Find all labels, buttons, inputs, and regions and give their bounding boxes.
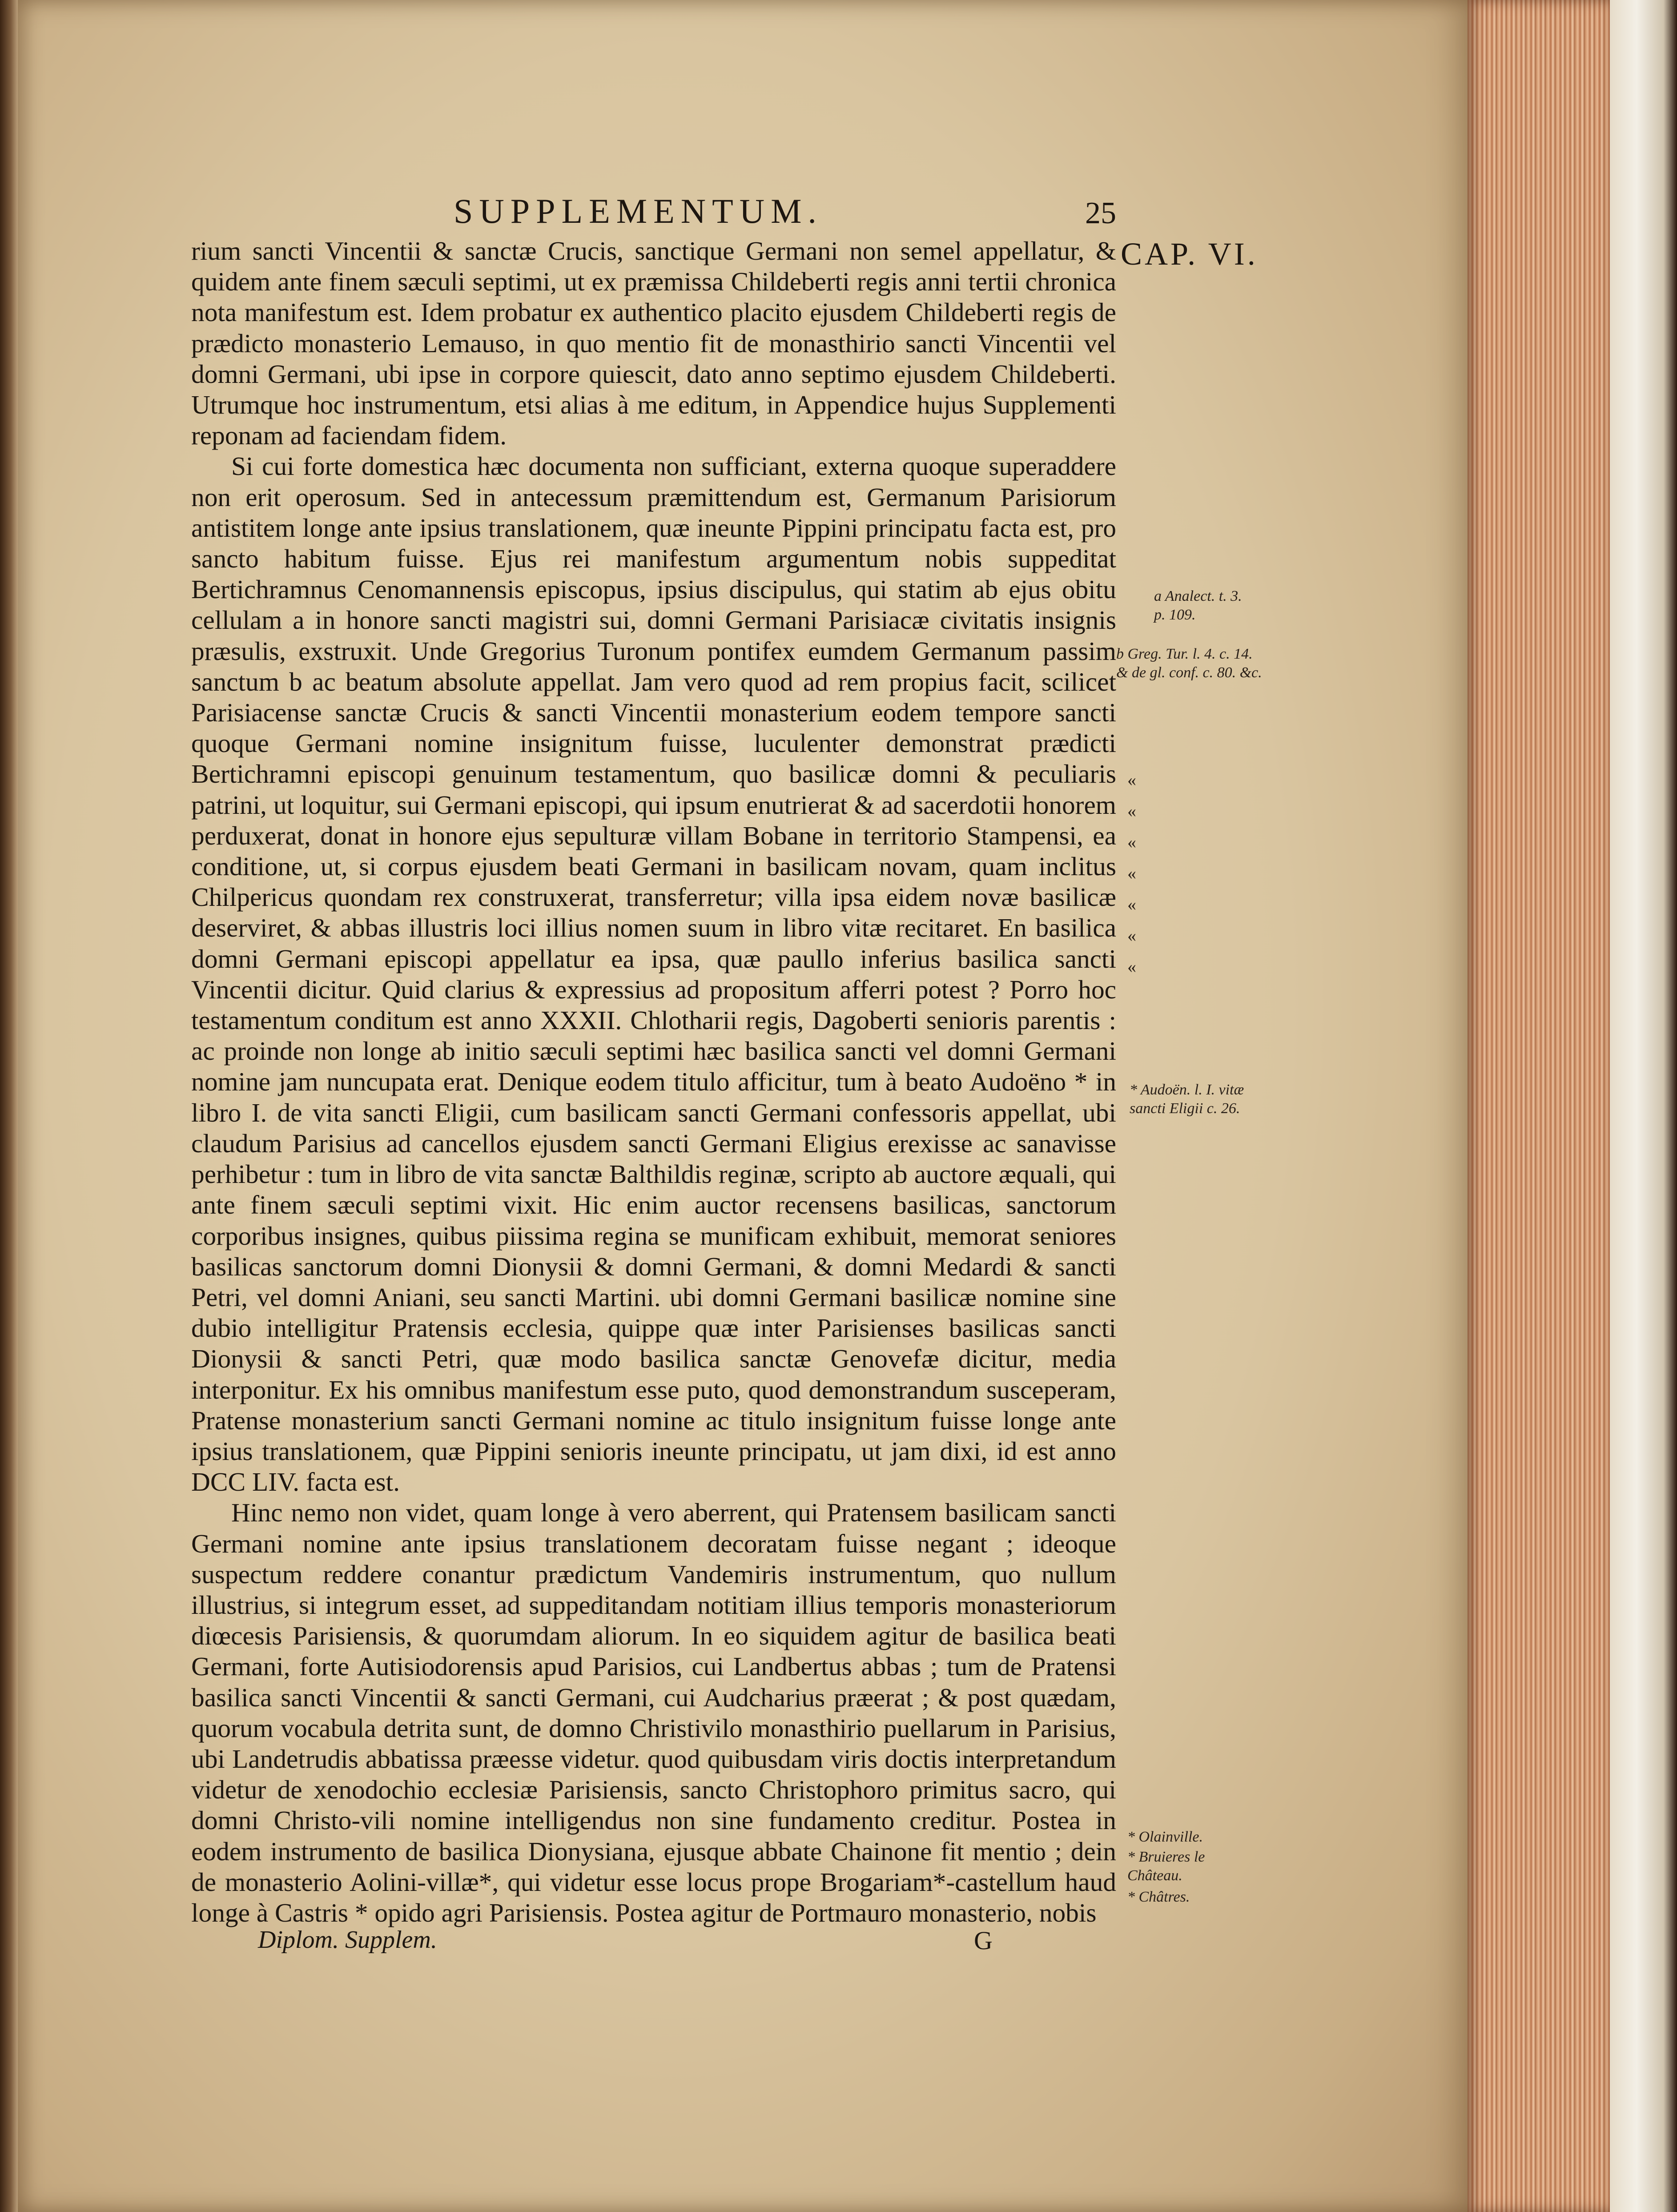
margin-note-bruieres: * Bruieres le Château.: [1127, 1849, 1205, 1884]
quote-mark: «: [1127, 925, 1136, 945]
gathering-mark: G: [974, 1926, 993, 1955]
signature-line: Diplom. Supplem.: [258, 1926, 437, 1954]
left-page-edge: [0, 0, 18, 2212]
margin-note-a: a Analect. t. 3. p. 109.: [1154, 588, 1242, 623]
page-number: 25: [1085, 196, 1116, 230]
margin-note-audoen: * Audoën. l. I. vitæ sancti Eligii c. 26.: [1130, 1082, 1244, 1117]
book-back-cover-edge: [1610, 0, 1677, 2212]
paragraph-3: Hinc nemo non videt, quam longe à vero aberrent, qui Pratensem basilicam sancti Germani nomine ante ipsius translationem decoratam fuisse negant ; ideoque suspectum reddere conantur prædictum Vandemiris instrumentum, quo nullum illustrius, si integrum esset, ad suppeditandam notitiam illius temporis monasteriorum diœcesis Parisiensis, & quorumdam aliorum. In eo siquidem agitur de basilica beati Germani, forte Autisiodorensis apud Parisios, cui Landbertus abbas ; tum de Pratensi basilica sancti Vincentii & sancti Germani, cui Audcharius præerat ; & post quædam, quorum vocabula detrita sunt, de domno Christivilo monasthirio puellarum in Parisius, ubi Landetrudis abbatissa præesse videtur. quod quibusdam viris doctis interpretandum videtur de xenodochio ecclesiæ Parisiensis, sancto Christophoro primitus sacro, qui domni Christo-vili nomine intelligendus non sine fundamento creditur. Postea in eodem instrumento de basilica Dionysiana, ejusque abbate Chainone fit mentio ; dein de monasterio Aolini-villæ*, qui videtur esse locus prope Brogariam*-castellum haud longe à Castris * opido agri Parisiensis. Postea agitur de Portmauro monasterio, nobis: [191, 1498, 1116, 1927]
running-head: SUPPLEMENTUM.: [454, 192, 823, 230]
fore-edge-page-stack: [1468, 0, 1610, 2212]
quote-mark: «: [1127, 894, 1136, 914]
paragraph-2: Si cui forte domestica hæc documenta non sufficiant, externa quoque superaddere non erit operosum. Sed in antecessum præmittendum est, Germanum Parisiorum antistitem longe ante ipsius translationem, quæ ineunte Pippini principatu facta est, pro sancto habitum fuisse. Ejus rei manifestum argumentum nobis suppeditat Bertichramnus Cenomannensis episcopus, ipsius discipulus, qui statim ab ejus obitu cellulam a in honore sancti magistri sui, domni Germani Parisiacæ civitatis insignis præsulis, exstruxit. Unde Gregorius Turonum pontifex eumdem Germanum passim sanctum b ac beatum absolute appellat. Jam vero quod ad rem propius facit, scilicet Parisiacense sanctæ Crucis & sancti Vincentii monasterium eodem tempore sancti quoque Germani nomine insignitum fuisse, luculenter demonstrat prædicti Bertichramni episcopi genuinum testamentum, quo basilicæ domni & peculiaris patrini, ut loquitur, sui Germani episcopi, qui ipsum enutrierat & ad sacerdotii honorem perduxerat, donat in honore ejus sepulturæ villam Bobane in territorio Stampensi, ea conditione, ut, si corpus ejusdem beati Germani in basilicam novam, quam inclitus Chilpericus quondam rex construxerat, transferretur; villa ipsa eidem novæ basilicæ deserviret, & abbas illustris loci illius nomen suum in libro vitæ recitaret. En basilica domni Germani episcopi appellatur ea ipsa, quæ paullo inferius basilica sancti Vincentii dicitur. Quid clarius & expressius ad propositum afferri potest ? Porro hoc testamentum conditum est anno XXXII. Chlotharii regis, Dagoberti senioris parentis : ac proinde non longe ab initio sæculi septimi hæc basilica sancti vel domni Germani nomine jam nuncupata erat. Denique eodem titulo afficitur, tum à beato Audoëno * in libro I. de vita sancti Eligii, cum basilicam sancti Germani confessoris appellat, ubi claudum Parisius ad cancellos ejusdem sancti Germani Eligius erexisse ac sanavisse perhibetur : tum in libro de vita sanctæ Balthildis reginæ, scripto ab auctore æquali, qui ante finem sæculi septimi vixit. Hic enim auctor recensens basilicas, sanctorum corporibus insignes, quibus piissima regina se munificam exhibuit, memorat seniores basilicas sanctorum domni Dionysii & domni Germani, & domni Medardi & sancti Petri, vel domni Aniani, seu sancti Martini. ubi domni Germani basilicæ nomine sine dubio intelligitur Pratensis ecclesia, quippe quæ inter Parisienses basilicas sancti Dionysii & sancti Petri, quæ modo basilica sanctæ Genovefæ dicitur, media interponitur. Ex his omnibus manifestum esse puto, quod demonstrandum susceperam, Pratense monasterium sancti Germani nomine ac titulo insignitum fuisse longe ante ipsius translationem, quæ Pippini senioris ineunte principatu, ut jam dixi, id est anno DCC LIV. facta est.: [191, 451, 1116, 1497]
margin-note-b: b Greg. Tur. l. 4. c. 14. & de gl. conf. c. 80. &c.: [1116, 646, 1262, 681]
quote-mark: «: [1127, 957, 1136, 977]
quote-mark: «: [1127, 863, 1136, 883]
chapter-marker: CAP. VI.: [1121, 236, 1258, 272]
body-text: [191, 236, 1116, 1928]
paragraph-1: rium sancti Vincentii & sanctæ Crucis, sanctique Germani non semel appellatur, & quidem ante finem sæculi septimi, ut ex præmissa Childeberti regis anni tertii chronica nota manifestum est. Idem probatur ex authentico placito ejusdem Childeberti regis de prædicto monasterio Lemauso, in quo mentio fit de monasthirio sancti Vincentii vel domni Germani, ubi ipse in corpore quiescit, dato anno septimo ejusdem Childeberti. Utrumque hoc instrumentum, etsi alias à me editum, in Appendice hujus Supplementi reponam ad faciendam fidem.: [191, 236, 1116, 450]
quote-mark: «: [1127, 832, 1136, 852]
margin-note-chartres: * Châtres.: [1127, 1889, 1190, 1905]
quote-mark: «: [1127, 801, 1136, 821]
quote-mark: «: [1127, 770, 1136, 790]
margin-note-olainville: * Olainville.: [1127, 1829, 1203, 1845]
